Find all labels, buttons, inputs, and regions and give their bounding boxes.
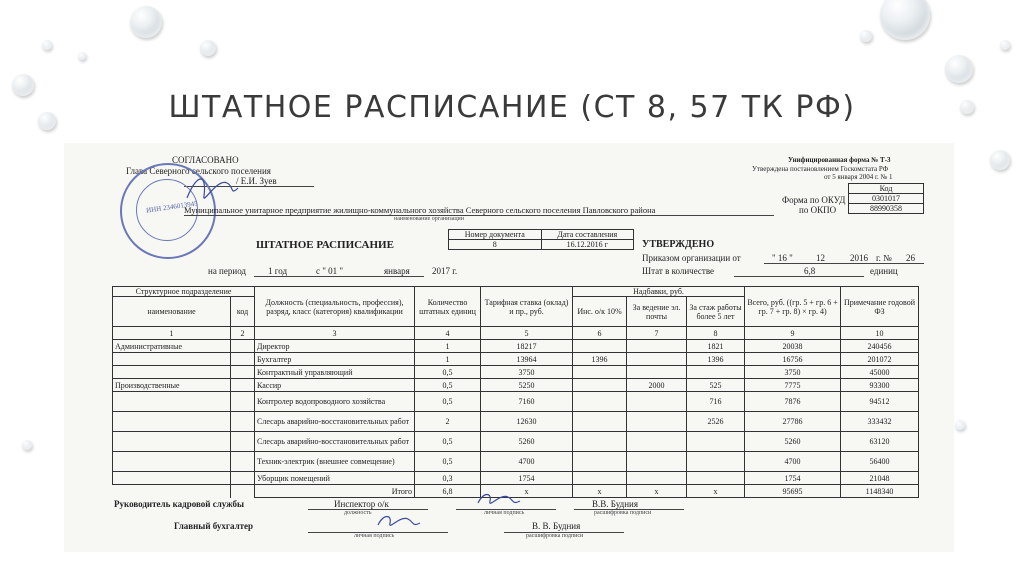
cell-bonus3: 1396 bbox=[687, 353, 745, 366]
cell-rate: 13964 bbox=[481, 353, 573, 366]
cell-total: 1754 bbox=[745, 472, 841, 485]
official-stamp: ИНН 2346013945 bbox=[120, 163, 216, 259]
cell-total: 7876 bbox=[745, 392, 841, 412]
col-num: 3 bbox=[255, 327, 415, 340]
cell-rate: 4700 bbox=[481, 452, 573, 472]
cell-position: Кассир bbox=[255, 379, 415, 392]
total-count: 6,8 bbox=[415, 485, 481, 498]
cell-note: 93300 bbox=[841, 379, 919, 392]
col-num: 2 bbox=[231, 327, 255, 340]
cell-dept bbox=[113, 432, 231, 452]
header-dept-code: код bbox=[231, 297, 255, 327]
caption-decode: расшифровка подписи bbox=[594, 510, 652, 516]
table-row bbox=[113, 353, 919, 366]
form-header-line1: Унифицированная форма № Т-3 bbox=[788, 156, 891, 164]
staff-text: Штат в количестве bbox=[642, 266, 715, 276]
cell-bonus1 bbox=[573, 452, 627, 472]
header-bonus-2: За ведение эл. почты bbox=[627, 297, 687, 327]
period-text: на период bbox=[208, 266, 247, 276]
caption-sign-2: личная подпись bbox=[354, 533, 395, 539]
cell-count: 1 bbox=[415, 353, 481, 366]
approver-position: Глава Северного сельского поселения bbox=[126, 166, 271, 176]
organization-caption: наименование организации bbox=[394, 216, 464, 222]
period-year: 2017 г. bbox=[432, 266, 458, 276]
accountant-name: В. В. Будния bbox=[532, 521, 581, 531]
cell-note: 333432 bbox=[841, 412, 919, 432]
codes-table bbox=[848, 183, 924, 214]
water-drop-decoration bbox=[130, 6, 162, 38]
doc-date-value: 16.12.2016 г bbox=[541, 240, 633, 250]
cell-note: 56400 bbox=[841, 452, 919, 472]
staff-underline bbox=[734, 276, 864, 277]
total-bonus1: x bbox=[573, 485, 627, 498]
table-row bbox=[113, 366, 919, 379]
period-month: января bbox=[384, 266, 410, 276]
col-num: 6 bbox=[573, 327, 627, 340]
cell-dept bbox=[113, 366, 231, 379]
okud-label: Форма по ОКУД bbox=[782, 195, 846, 205]
header-note: Примечание годовой ФЗ bbox=[841, 287, 919, 327]
header-bonus: Надбавки, руб. bbox=[573, 287, 745, 297]
cell-count: 0,5 bbox=[415, 366, 481, 379]
order-number-label: г. № bbox=[876, 253, 892, 263]
header-struct: Структурное подразделение bbox=[113, 287, 255, 297]
cell-rate: 1754 bbox=[481, 472, 573, 485]
organization-underline bbox=[184, 215, 774, 216]
water-drop-decoration bbox=[42, 40, 52, 50]
hr-position: Инспектор о/к bbox=[334, 499, 389, 509]
handwritten-signature bbox=[182, 168, 242, 208]
cell-position: Слесарь аварийно-восстановительных работ bbox=[255, 432, 415, 452]
cell-count: 0,5 bbox=[415, 452, 481, 472]
okpo-label: по ОКПО bbox=[799, 205, 837, 215]
cell-bonus3 bbox=[687, 366, 745, 379]
col-num: 7 bbox=[627, 327, 687, 340]
cell-dept: Производственные bbox=[113, 379, 231, 392]
order-day: " 16 " bbox=[772, 253, 793, 263]
cell-total: 20038 bbox=[745, 340, 841, 353]
cell-note: 94512 bbox=[841, 392, 919, 412]
form-header-line3: от 5 января 2004 г. № 1 bbox=[824, 173, 893, 181]
cell-note: 45000 bbox=[841, 366, 919, 379]
doc-number-value: 8 bbox=[449, 240, 542, 250]
cell-bonus1 bbox=[573, 366, 627, 379]
cell-bonus3 bbox=[687, 452, 745, 472]
order-text: Приказом организации от bbox=[642, 253, 741, 263]
cell-rate: 12630 bbox=[481, 412, 573, 432]
water-drop-decoration bbox=[880, 0, 930, 40]
cell-bonus3: 2526 bbox=[687, 412, 745, 432]
header-position: Должность (специальность, профессия), разряд, класс (категория) квалификации bbox=[255, 287, 415, 327]
cell-position: Контролер водопроводного хозяйства bbox=[255, 392, 415, 412]
cell-position: Слесарь аварийно-восстановительных работ bbox=[255, 412, 415, 432]
cell-count: 0,5 bbox=[415, 379, 481, 392]
approved-label: СОГЛАСОВАНО bbox=[172, 155, 239, 165]
cell-bonus3: 716 bbox=[687, 392, 745, 412]
cell-bonus1 bbox=[573, 432, 627, 452]
accountant-signature bbox=[374, 511, 424, 533]
scanned-document bbox=[64, 143, 954, 552]
cell-bonus3 bbox=[687, 432, 745, 452]
cell-bonus1 bbox=[573, 340, 627, 353]
cell-bonus3 bbox=[687, 472, 745, 485]
cell-bonus3: 525 bbox=[687, 379, 745, 392]
cell-count: 0,5 bbox=[415, 432, 481, 452]
caption-position: должность bbox=[344, 510, 372, 516]
header-total: Всего, руб. ((гр. 5 + гр. 6 + гр. 7 + гр. 8) × гр. 4) bbox=[745, 287, 841, 327]
cell-dept bbox=[113, 472, 231, 485]
organization-name: Муниципальное унитарное предприятие жилищно-коммунального хозяйства Северного сельского поселения Павловского района bbox=[184, 205, 656, 215]
cell-note: 201072 bbox=[841, 353, 919, 366]
doc-date-label: Дата составления bbox=[541, 230, 633, 240]
approver-name: / Е.И. Зуев bbox=[236, 176, 277, 186]
water-drop-decoration bbox=[955, 420, 965, 430]
cell-bonus2: 2000 bbox=[627, 379, 687, 392]
col-num: 5 bbox=[481, 327, 573, 340]
total-bonus3: x bbox=[687, 485, 745, 498]
header-bonus-1: Инс. о/к 10% bbox=[573, 297, 627, 327]
cell-bonus1 bbox=[573, 379, 627, 392]
cell-bonus3: 1821 bbox=[687, 340, 745, 353]
order-number: 26 bbox=[906, 253, 915, 263]
period-underline bbox=[254, 276, 424, 277]
period-value: 1 год bbox=[268, 266, 288, 276]
cell-rate: 18217 bbox=[481, 340, 573, 353]
okpo-code: 88990358 bbox=[849, 204, 924, 214]
staff-unit: единиц bbox=[870, 266, 898, 276]
cell-total: 27786 bbox=[745, 412, 841, 432]
cell-note: 240456 bbox=[841, 340, 919, 353]
approved2-label: УТВЕРЖДЕНО bbox=[642, 239, 715, 250]
col-num: 9 bbox=[745, 327, 841, 340]
cell-total: 3750 bbox=[745, 366, 841, 379]
slide-title: ШТАТНОЕ РАСПИСАНИЕ (СТ 8, 57 ТК РФ) bbox=[168, 90, 856, 125]
hr-name: В.В. Будния bbox=[592, 499, 638, 509]
cell-bonus2 bbox=[627, 412, 687, 432]
cell-rate: 5250 bbox=[481, 379, 573, 392]
chief-accountant-label: Главный бухгалтер bbox=[174, 521, 254, 531]
cell-total: 4700 bbox=[745, 452, 841, 472]
okud-code: 0301017 bbox=[849, 194, 924, 204]
doc-number-label: Номер документа bbox=[449, 230, 542, 240]
cell-note: 63120 bbox=[841, 432, 919, 452]
total-bonus2: x bbox=[627, 485, 687, 498]
cell-position: Уборщик помещений bbox=[255, 472, 415, 485]
staff-count: 6,8 bbox=[804, 266, 816, 276]
water-drop-decoration bbox=[860, 30, 872, 42]
cell-position: Директор bbox=[255, 340, 415, 353]
cell-dept bbox=[113, 452, 231, 472]
cell-bonus2 bbox=[627, 472, 687, 485]
table-row bbox=[113, 452, 919, 472]
cell-rate: 3750 bbox=[481, 366, 573, 379]
water-drop-decoration bbox=[990, 150, 1010, 170]
cell-note: 21048 bbox=[841, 472, 919, 485]
caption-sign: личная подпись bbox=[484, 510, 525, 516]
table-row bbox=[113, 340, 919, 353]
order-month: 12 bbox=[816, 253, 825, 263]
water-drop-decoration bbox=[200, 40, 216, 56]
hr-signature bbox=[474, 489, 524, 511]
doc-number-table bbox=[448, 229, 634, 250]
cell-bonus2 bbox=[627, 392, 687, 412]
cell-bonus2 bbox=[627, 452, 687, 472]
cell-rate: 7160 bbox=[481, 392, 573, 412]
column-number-row bbox=[113, 327, 919, 340]
cell-bonus2 bbox=[627, 353, 687, 366]
cell-rate: 5260 bbox=[481, 432, 573, 452]
hr-head-label: Руководитель кадровой службы bbox=[114, 499, 245, 509]
col-num: 8 bbox=[687, 327, 745, 340]
header-rate: Тарифная ставка (оклад) и пр., руб. bbox=[481, 287, 573, 327]
cell-bonus1 bbox=[573, 392, 627, 412]
water-drop-decoration bbox=[22, 440, 32, 450]
cell-total: 16756 bbox=[745, 353, 841, 366]
water-drop-decoration bbox=[945, 55, 973, 83]
header-dept-name: наименование bbox=[113, 297, 231, 327]
cell-total: 7775 bbox=[745, 379, 841, 392]
water-drop-decoration bbox=[1000, 40, 1010, 50]
table-row bbox=[113, 379, 919, 392]
cell-bonus2 bbox=[627, 432, 687, 452]
code-header: Код bbox=[849, 184, 924, 194]
cell-dept bbox=[113, 392, 231, 412]
cell-dept: Административные bbox=[113, 340, 231, 353]
cell-bonus2 bbox=[627, 340, 687, 353]
header-bonus-3: За стаж работы более 5 лет bbox=[687, 297, 745, 327]
total-annual: 1148340 bbox=[841, 485, 919, 498]
cell-dept bbox=[113, 353, 231, 366]
header-count: Количество штатных единиц bbox=[415, 287, 481, 327]
cell-bonus2 bbox=[627, 366, 687, 379]
cell-bonus1 bbox=[573, 472, 627, 485]
total-sum: 95695 bbox=[745, 485, 841, 498]
water-drop-decoration bbox=[78, 52, 86, 60]
cell-count: 1 bbox=[415, 340, 481, 353]
order-year: 2016 bbox=[850, 253, 868, 263]
cell-count: 2 bbox=[415, 412, 481, 432]
form-header-line2: Утверждена постановлением Госкомстата РФ bbox=[752, 165, 889, 173]
cell-position: Контрактный управляющий bbox=[255, 366, 415, 379]
col-num: 4 bbox=[415, 327, 481, 340]
cell-count: 0,5 bbox=[415, 392, 481, 412]
total-rate: x bbox=[481, 485, 573, 498]
cell-dept bbox=[113, 412, 231, 432]
cell-bonus1: 1396 bbox=[573, 353, 627, 366]
total-label: Итого bbox=[255, 485, 415, 498]
period-from: с " 01 " bbox=[316, 266, 344, 276]
staff-table bbox=[112, 286, 919, 498]
cell-position: Техник-электрик (внешнее совмещение) bbox=[255, 452, 415, 472]
table-row bbox=[113, 392, 919, 412]
table-row bbox=[113, 412, 919, 432]
cell-position: Бухгалтер bbox=[255, 353, 415, 366]
document-title: ШТАТНОЕ РАСПИСАНИЕ bbox=[256, 239, 394, 251]
cell-count: 0,3 bbox=[415, 472, 481, 485]
caption-decode-2: расшифровка подписи bbox=[526, 533, 584, 539]
table-row bbox=[113, 472, 919, 485]
col-num: 10 bbox=[841, 327, 919, 340]
cell-bonus1 bbox=[573, 412, 627, 432]
cell-total: 5260 bbox=[745, 432, 841, 452]
table-row bbox=[113, 432, 919, 452]
order-underline bbox=[764, 263, 924, 264]
col-num: 1 bbox=[113, 327, 231, 340]
